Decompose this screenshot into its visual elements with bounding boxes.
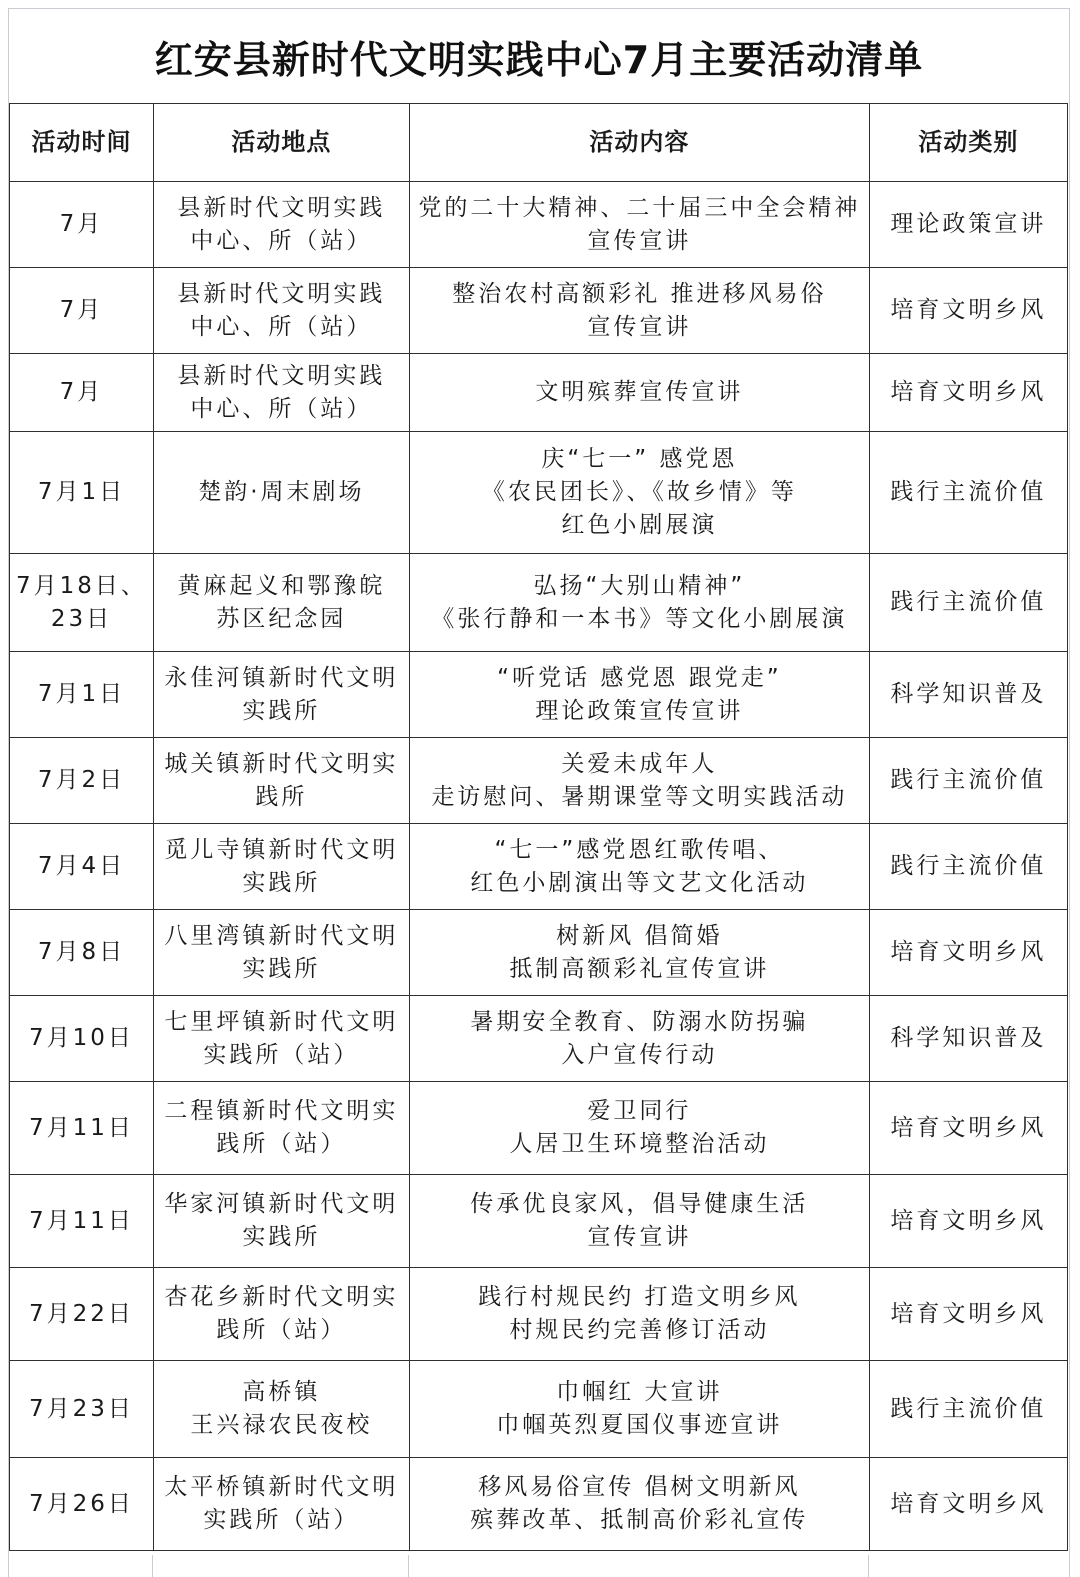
cell-place-line: 实践所（站）: [203, 1041, 360, 1068]
cell-place-line: 践所（站）: [216, 1131, 347, 1157]
cell-content-line: 整治农村高额彩礼 推进移风易俗: [452, 280, 827, 307]
cell-place-line: 华家河镇新时代文明: [164, 1191, 399, 1217]
cell-content-line: 宣传宣讲: [587, 313, 692, 340]
cell-time: 7月10日: [10, 996, 154, 1082]
cell-time: 7月2日: [10, 738, 154, 824]
table-header-row: [10, 104, 1068, 182]
cell-place-line: 太平桥镇新时代文明: [164, 1474, 399, 1500]
cell-place: [153, 432, 409, 554]
cell-content-line: “听党话 感党恩 跟党走”: [497, 664, 782, 691]
header-category: 活动类别: [869, 104, 1067, 182]
cell-content-line: 入户宣传行动: [561, 1041, 718, 1068]
cell-content: [409, 738, 869, 824]
cell-place-line: 实践所: [242, 697, 321, 724]
table-row: [10, 1458, 1068, 1551]
table-row: [10, 354, 1068, 432]
cell-time: 7月1日: [10, 432, 154, 554]
cell-category: 培育文明乡风: [869, 1268, 1067, 1361]
cell-time: 7月22日: [10, 1268, 154, 1361]
cell-content-line: 人居卫生环境整治活动: [509, 1131, 770, 1157]
cell-content-line: 关爱未成年人: [561, 750, 718, 777]
cell-category: 培育文明乡风: [869, 1082, 1067, 1175]
cell-time-line: 23日: [50, 605, 113, 632]
cell-category: 科学知识普及: [869, 996, 1067, 1082]
cell-time: 7月: [10, 182, 154, 268]
cell-category: 践行主流价值: [869, 824, 1067, 910]
cell-category: 践行主流价值: [869, 554, 1067, 652]
cell-place-line: 中心、所（站）: [190, 227, 373, 254]
cell-place-line: 七里坪镇新时代文明: [164, 1008, 399, 1035]
activity-table: [9, 103, 1068, 1551]
cell-content: [409, 354, 869, 432]
cell-content: [409, 554, 869, 652]
cell-category: 理论政策宣讲: [869, 182, 1067, 268]
cell-content-line: 爱卫同行: [587, 1098, 692, 1124]
table-row: [10, 824, 1068, 910]
cell-content: [409, 1175, 869, 1268]
cell-place: [153, 268, 409, 354]
cell-content-line: 宣传宣讲: [587, 1224, 692, 1250]
cell-place-line: 实践所: [242, 869, 321, 896]
cell-place: [153, 1458, 409, 1551]
cell-place-line: 践所: [255, 783, 308, 810]
cell-content-line: 红色小剧展演: [561, 512, 718, 538]
cell-content: [409, 824, 869, 910]
cell-place: [153, 824, 409, 910]
cell-content-line: 抵制高额彩礼宣传宣讲: [509, 955, 770, 982]
cell-content-line: “七一”感党恩红歌传唱、: [494, 836, 785, 863]
cell-category: 践行主流价值: [869, 738, 1067, 824]
table-row: [10, 1361, 1068, 1458]
cell-place: [153, 738, 409, 824]
cell-content: [409, 996, 869, 1082]
cell-content-line: 传承优良家风，倡导健康生活: [470, 1191, 809, 1217]
cell-place-line: 中心、所（站）: [190, 395, 373, 422]
cell-place-line: 实践所: [242, 1224, 321, 1250]
cell-category: 培育文明乡风: [869, 354, 1067, 432]
cell-category: 践行主流价值: [869, 1361, 1067, 1458]
cell-time: 7月1日: [10, 652, 154, 738]
cell-place-line: 践所（站）: [216, 1317, 347, 1343]
cell-content-line: 践行村规民约 打造文明乡风: [478, 1284, 801, 1310]
table-row: [10, 910, 1068, 996]
cell-place-line: 杏花乡新时代文明实: [164, 1284, 399, 1310]
cell-place-line: 县新时代文明实践: [177, 194, 386, 221]
cell-category: 科学知识普及: [869, 652, 1067, 738]
cell-place-line: 苏区纪念园: [216, 605, 347, 632]
cell-content-line: 巾帼红 大宣讲: [556, 1379, 723, 1405]
table-row: [10, 996, 1068, 1082]
header-time: 活动时间: [10, 104, 154, 182]
cell-place: [153, 910, 409, 996]
table-continuation: [9, 1555, 1069, 1577]
cell-time: 7月11日: [10, 1175, 154, 1268]
header-place: 活动地点: [153, 104, 409, 182]
table-row: [10, 268, 1068, 354]
cell-place-line: 王兴禄农民夜校: [190, 1412, 373, 1438]
cell-content: [409, 1082, 869, 1175]
table-row: [10, 1082, 1068, 1175]
cell-place: [153, 652, 409, 738]
cell-place-line: 实践所（站）: [203, 1507, 360, 1533]
cell-content: [409, 910, 869, 996]
cell-place-line: 城关镇新时代文明实: [164, 750, 399, 777]
cell-time: [10, 554, 154, 652]
cell-content: [409, 652, 869, 738]
cell-place-line: 二程镇新时代文明实: [164, 1098, 399, 1124]
cell-content-line: 《农民团长》、《故乡情》等: [481, 479, 797, 505]
cell-category: 培育文明乡风: [869, 268, 1067, 354]
table-row: [10, 554, 1068, 652]
cell-content-line: 走访慰问、暑期课堂等文明实践活动: [431, 783, 848, 810]
cell-place-line: 县新时代文明实践: [177, 362, 386, 389]
cell-content-line: 暑期安全教育、防溺水防拐骗: [470, 1008, 809, 1035]
cell-place-line: 实践所: [242, 955, 321, 982]
cell-time: 7月23日: [10, 1361, 154, 1458]
table-row: [10, 1268, 1068, 1361]
cell-place: [153, 1082, 409, 1175]
cell-place: [153, 354, 409, 432]
cell-content-line: 弘扬“大别山精神”: [533, 572, 746, 599]
table-row: [10, 432, 1068, 554]
cell-time: 7月: [10, 354, 154, 432]
cell-content-line: 巾帼英烈夏国仪事迹宣讲: [496, 1412, 783, 1438]
cell-content: [409, 182, 869, 268]
table-row: [10, 182, 1068, 268]
cell-content-line: 党的二十大精神、二十届三中全会精神: [418, 194, 861, 221]
document-frame: [8, 8, 1070, 1577]
cell-place-line: 楚韵·周末剧场: [198, 479, 365, 505]
cell-time: 7月4日: [10, 824, 154, 910]
cell-time: 7月8日: [10, 910, 154, 996]
table-row: [10, 652, 1068, 738]
cell-content-line: 《张行静和一本书》等文化小剧展演: [431, 605, 848, 632]
cell-content: [409, 432, 869, 554]
cell-place-line: 高桥镇: [242, 1379, 321, 1405]
cell-content: [409, 1361, 869, 1458]
cell-category: 培育文明乡风: [869, 910, 1067, 996]
cell-place-line: 中心、所（站）: [190, 313, 373, 340]
cell-place: [153, 182, 409, 268]
cell-time: 7月26日: [10, 1458, 154, 1551]
cell-time-line: 7月18日、: [16, 572, 147, 599]
cell-content-line: 移风易俗宣传 倡树文明新风: [478, 1474, 801, 1500]
cell-place-line: 永佳河镇新时代文明: [164, 664, 399, 691]
cell-content-line: 宣传宣讲: [587, 227, 692, 254]
cell-time: 7月: [10, 268, 154, 354]
table-row: [10, 738, 1068, 824]
cell-content-line: 红色小剧演出等文艺文化活动: [470, 869, 809, 896]
cell-place: [153, 996, 409, 1082]
cell-place: [153, 554, 409, 652]
cell-place-line: 县新时代文明实践: [177, 280, 386, 307]
cell-content-line: 理论政策宣传宣讲: [535, 697, 744, 724]
cell-content-line: 树新风 倡简婚: [556, 922, 723, 949]
cell-content-line: 村规民约完善修订活动: [509, 1317, 770, 1343]
cell-content-line: 文明殡葬宣传宣讲: [535, 379, 744, 405]
cell-content: [409, 268, 869, 354]
cell-time: 7月11日: [10, 1082, 154, 1175]
cell-category: 践行主流价值: [869, 432, 1067, 554]
cell-place: [153, 1175, 409, 1268]
cell-place: [153, 1361, 409, 1458]
cell-place-line: 八里湾镇新时代文明: [164, 922, 399, 949]
cell-content-line: 庆“七一” 感党恩: [541, 446, 738, 472]
cell-content: [409, 1458, 869, 1551]
cell-place: [153, 1268, 409, 1361]
cell-category: 培育文明乡风: [869, 1458, 1067, 1551]
cell-content: [409, 1268, 869, 1361]
table-row: [10, 1175, 1068, 1268]
cell-place-line: 觅儿寺镇新时代文明: [164, 836, 399, 863]
cell-content-line: 殡葬改革、抵制高价彩礼宣传: [470, 1507, 809, 1533]
header-content: 活动内容: [409, 104, 869, 182]
document-title: 红安县新时代文明实践中心7月主要活动清单: [154, 37, 924, 82]
table-body: [10, 182, 1068, 1551]
cell-place-line: 黄麻起义和鄂豫皖: [177, 572, 386, 599]
cell-category: 培育文明乡风: [869, 1175, 1067, 1268]
